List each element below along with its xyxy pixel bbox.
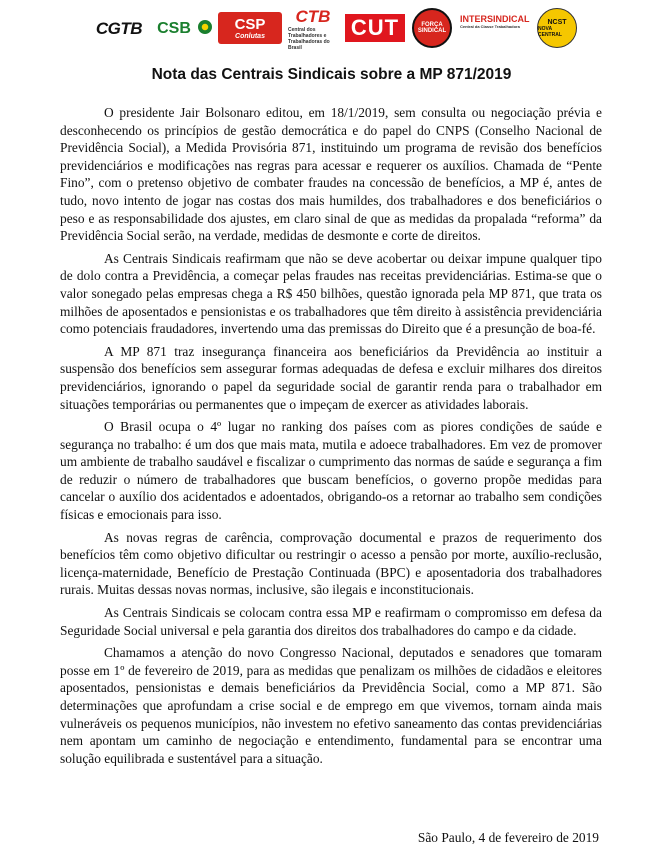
forca-logo-text: FORÇA xyxy=(421,22,443,28)
csp-logo-text: CSP xyxy=(234,16,266,33)
ctb-logo-text: CTB xyxy=(295,7,331,26)
ncst-logo-text: NCST xyxy=(547,18,567,26)
paragraph: O Brasil ocupa o 4º lugar no ranking dos países com as piores condições de saúde e segurança no trabalho: é um dos que mais mata, mutila e adoece trabalhadores. Em vez de promover um ambiente de trabalho saudável e fiscalizar o cumprimento das normas de saúde e segurança a fim de reduzir o número de trabalhadores que buscam benefícios, o governo propõe medidas para cancelar o auxílio dos acidentados e adoentados, obrigando-os a retornar ao trabalho sem condições físicas e emocionais para isso. xyxy=(60,419,602,523)
ctb-logo xyxy=(288,7,338,51)
paragraph: A MP 871 traz insegurança financeira aos beneficiários da Previdência ao instituir a suspensão dos benefícios sem assegurar formas adequadas de defesa e excluir milhares dos direitos previdenciários, ignorando o papel da seguridade social de garantir renda para o trabalhador em situações temporárias ou permanentes que o impeçam de exercer as atividades laborais. xyxy=(60,343,602,412)
intersindical-logo xyxy=(460,14,530,44)
intersindical-logo-text: INTERSINDICAL xyxy=(460,14,530,24)
ncst-logo-subtext: NOVA CENTRAL xyxy=(538,25,562,38)
csp-logo-subtext: Conlutas xyxy=(235,33,265,40)
logo-bar xyxy=(0,0,663,56)
csb-logo xyxy=(152,14,212,44)
cut-logo-text: CUT xyxy=(350,15,400,40)
csp-conlutas-logo xyxy=(218,12,282,44)
paragraph: As Centrais Sindicais reafirmam que não se deve acobertar ou deixar impune qualquer tipo de dolo contra a Previdência, a começar pelas fraudes nas receitas previdenciárias. Estima-se que o valor sonegado pelas empresas chega a R$ 450 bilhões, questão ignorada pela MP 871, que trata os milhões de aposentados e pensionistas e os trabalhadores que têm direito à assistência previdenciária como potenciais fraudadores, invertendo uma das premissas do Direito que é a presunção de boa-fé. xyxy=(60,250,602,337)
signoff-date-location: São Paulo, 4 de fevereiro de 2019 xyxy=(417,830,599,845)
forca-sindical-logo xyxy=(412,8,452,48)
csb-logo-text: CSB xyxy=(157,20,191,37)
intersindical-logo-subtext: Central da Classe Trabalhadora xyxy=(460,24,520,29)
ctb-logo-subtext: Central dos Trabalhadores e Trabalhadoras do Brasil xyxy=(288,27,330,51)
document-body xyxy=(60,104,602,772)
cgtb-logo-text: CGTB xyxy=(95,19,143,38)
ncst-logo xyxy=(537,8,577,48)
document-title: Nota das Centrais Sindicais sobre a MP 871/2019 xyxy=(151,66,512,83)
paragraph: As Centrais Sindicais se colocam contra essa MP e reafirmam o compromisso em defesa da Seguridade Social universal e pela garantia dos direitos dos trabalhadores do campo e da cidade. xyxy=(60,605,602,638)
paragraph: O presidente Jair Bolsonaro editou, em 18/1/2019, sem consulta ou negociação prévia e desconhecendo os princípios de gestão democrática e do papel do CNPS (Conselho Nacional de Previdência Social), a Medida Provisória 871, instituindo um programa de revisão dos benefícios previdenciários e modificações nas regras para acessar e requerer os auxílios. Chamada de “Pente Fino”, com o pretenso objetivo de combater fraudes na concessão de benefícios, a MP é, antes de tudo, novo intento de jogar nas costas dos mais humildes, dos trabalhadores e dos beneficiários o peso e as responsabilidade dos ajustes, em claro sinal de que as medidas da propalada “reforma” da Previdência Social serão, na verdade, medidas de desmonte e corte de direitos. xyxy=(60,105,602,244)
paragraph: As novas regras de carência, comprovação documental e prazos de requerimento dos benefícios têm como objetivo dificultar ou restringir o acesso a pensão por morte, auxílio-reclusão, licença-maternidade, Benefício de Prestação Continuada (BPC) e aposentadoria dos trabalhadores rurais. Muitas dessas novas normas, inclusive, são ilegais e inconstitucionais. xyxy=(60,529,602,598)
paragraph: Chamamos a atenção do novo Congresso Nacional, deputados e senadores que tomaram posse em 1º de fevereiro de 2019, para as medidas que penalizam os milhões de cidadãos e eleitores aposentados, pensionistas e demais beneficiários da Previdência Social, como a MP 871. São determinações que aprofundam a crise social e de emprego em que vivemos, tornam ainda mais vulneráveis os pequenos municípios, não investem no efetivo saneamento das contas previdenciárias nem apontam um caminho de negociação e entendimento, fundamental para se encontrar uma solução equilibrada e sustentável para a situação. xyxy=(60,645,602,766)
cgtb-logo xyxy=(92,14,146,44)
forca-logo-subtext: SINDICAL xyxy=(417,28,447,34)
cut-logo xyxy=(345,14,405,42)
